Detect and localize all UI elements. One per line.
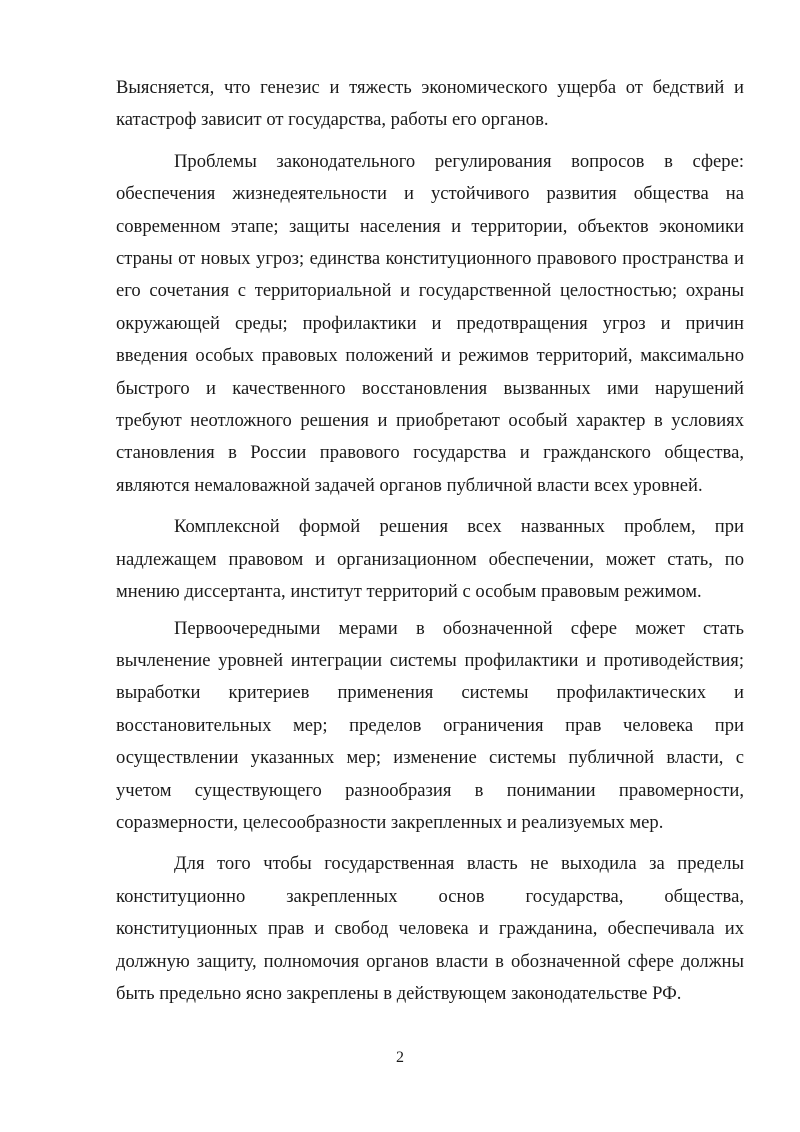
paragraph-4: Первоочередными мерами в обозначенной сфере может стать вычленение уровней интеграции системы профилактики и противодействия; выработки критериев применения системы профилактических и восстановительных мер; пределов ограничения прав человека при осуществлении указанных мер; изменение системы публичной власти, с учетом существующего разнообразия в понимании правомерности, соразмерности, целесообразности закрепленных и реализуемых мер.: [116, 617, 744, 833]
paragraph-3: Комплексной формой решения всех названных проблем, при надлежащем правовом и организационном обеспечении, может стать, по мнению диссертанта, институт территорий с особым правовым режимом.: [116, 516, 744, 603]
paragraph-2: Проблемы законодательного регулирования вопросов в сфере: обеспечения жизнедеятельности и устойчивого развития общества на современном этапе; защиты населения и территории, объектов экономики страны от новых угроз; единства конституционного правового пространства и его сочетания с территориальной и государственной целостностью; охраны окружающей среды; профилактики и предотвращения угроз и причин введения особых правовых положений и режимов территорий, максимально быстрого и качественного восстановления вызванных ими нарушений требуют неотложного решения и приобретают особый характер в условиях становления в России правового государства и гражданского общества, являются немаловажной задачей органов публичной власти всех уровней.: [116, 150, 744, 496]
paragraph-1: Выясняется, что генезис и тяжесть экономического ущерба от бедствий и катастроф зависит от государства, работы его органов.: [116, 77, 744, 131]
paragraph-5: Для того чтобы государственная власть не выходила за пределы конституционно закрепленных основ государства, общества, конституционных прав и свобод человека и гражданина, обеспечивала их должную защиту, полномочия органов власти в обозначенной сфере должны быть предельно ясно закреплены в действующем законодательстве РФ.: [116, 853, 744, 1004]
body-text: [116, 72, 744, 1010]
page-number: 2: [396, 1049, 404, 1066]
